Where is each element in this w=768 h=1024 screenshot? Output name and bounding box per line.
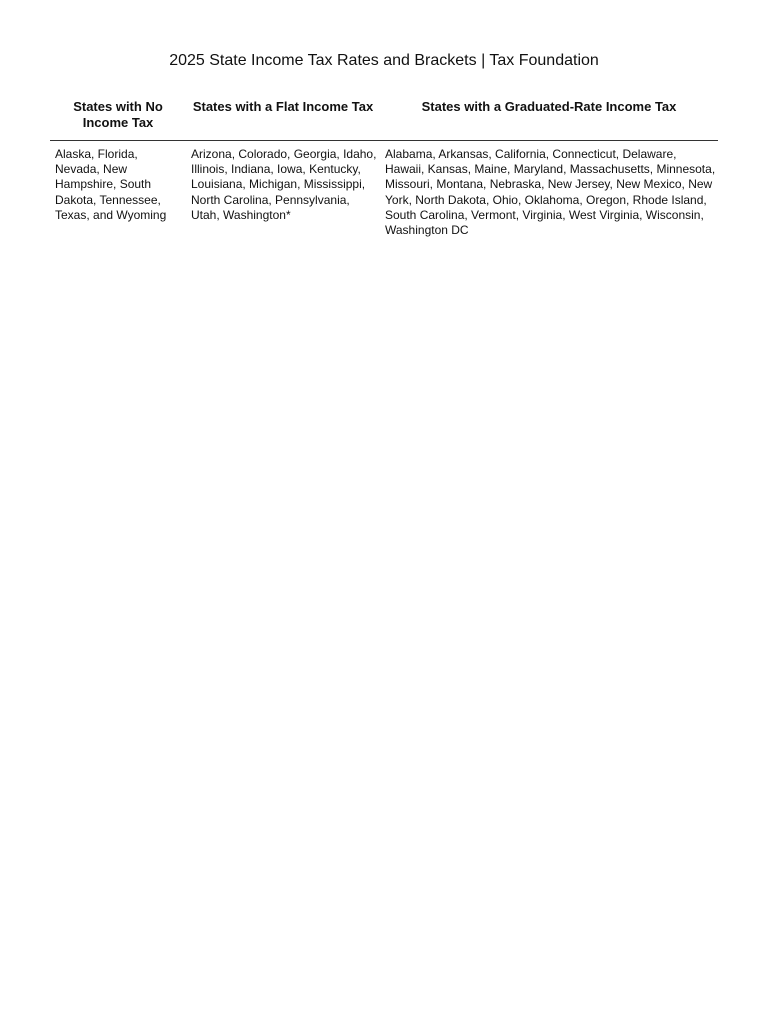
table-header-row <box>50 99 718 141</box>
header-no-income-tax: States with No Income Tax <box>73 99 163 130</box>
tax-category-table <box>50 99 718 238</box>
cell-no-income-tax-states: Alaska, Florida, Nevada, New Hampshire, South Dakota, Tennessee, Texas, and Wyoming <box>55 147 167 222</box>
header-graduated-income-tax: States with a Graduated-Rate Income Tax <box>421 99 677 114</box>
header-flat-income-tax: States with a Flat Income Tax <box>192 99 374 114</box>
table-row <box>50 141 718 238</box>
cell-graduated-income-tax-states: Alabama, Arkansas, California, Connecticut, Delaware, Hawaii, Kansas, Maine, Maryland, Massachusetts, Minnesota, Missouri, Montana, Nebraska, New Jersey, New Mexico, New York, North Dakota, Ohio, Oklahoma, Oregon, Rhode Island, South Carolina, Vermont, Virginia, West Virginia, Wisconsin, Washington DC <box>385 147 716 238</box>
cell-flat-income-tax-states: Arizona, Colorado, Georgia, Idaho, Illinois, Indiana, Iowa, Kentucky, Louisiana, Michigan, Mississippi, North Carolina, Pennsylvania, Utah, Washington* <box>191 147 377 222</box>
page-title: 2025 State Income Tax Rates and Brackets | Tax Foundation <box>169 52 599 69</box>
